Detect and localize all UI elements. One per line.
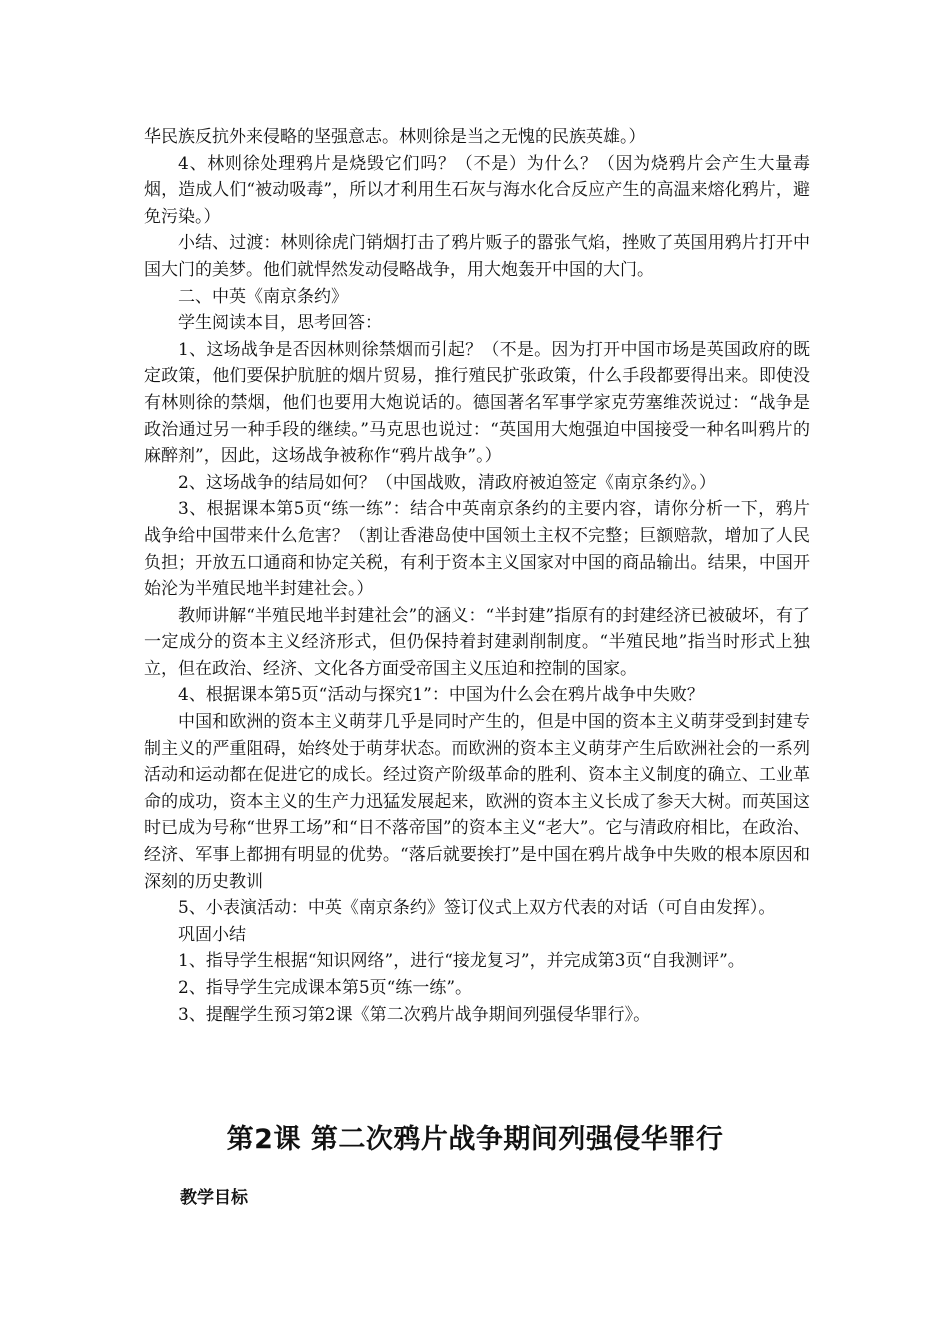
section-heading-nanjing-treaty: 二、中英《南京条约》 [178,286,348,307]
lesson-title: 第2课 第二次鸦片战争期间列强侵华罪行 [226,1124,724,1155]
paragraph-continuation: 华民族反抗外来侵略的坚强意志。林则徐是当之无愧的民族英雄。） [144,127,646,147]
paragraph-teacher-explanation: 教师讲解“半殖民地半封建社会”的涵义：“半封建”指原有的封建经济已被破坏，有了一定成分的资本主义经济形式，但仍保持着封建剥削制度。“半殖民地”指当时形式上独立，但在政治、经济、文化各方面受帝国主义压迫和控制的国家。 [144,605,810,679]
paragraph-activity-5: 5、小表演活动：中英《南京条约》签订仪式上双方代表的对话（可自由发挥）。 [178,898,776,919]
paragraph-question-2: 2、这场战争的结局如何？（中国战败，清政府被迫签定《南京条约》。） [178,472,716,493]
paragraph-consolidation-heading: 巩固小结 [178,924,246,945]
teaching-objectives-heading: 教学目标 [180,1188,248,1208]
paragraph-review-1: 1、指导学生根据“知识网络”，进行“接龙复习”，并完成第3页“自我测评”。 [178,951,745,972]
paragraph-reading-prompt: 学生阅读本目，思考回答： [178,313,382,334]
paragraph-question-4b: 4、根据课本第5页“活动与探究1”：中国为什么会在鸦片战争中失败？ [178,685,704,706]
paragraph-review-3: 3、提醒学生预习第2课《第二次鸦片战争期间列强侵华罪行》。 [178,1004,651,1025]
paragraph-summary-transition: 小结、过渡：林则徐虎门销烟打击了鸦片贩子的嚣张气焰，挫败了英国用鸦片打开中国大门的美梦。他们就悍然发动侵略战争，用大炮轰开中国的大门。 [144,233,810,280]
paragraph-review-2: 2、指导学生完成课本第5页“练一练”。 [178,978,473,998]
lesson-body [144,124,810,1028]
paragraph-question-1: 1、这场战争是否因林则徐禁烟而引起？（不是。因为打开中国市场是英国政府的既定政策，他们要保护肮脏的烟片贸易，推行殖民扩张政策，什么手段都要得出来。即使没有林则徐的禁烟，他们也要用大炮说话的。德国著名军事学家克劳塞维茨说过：“战争是政治通过另一种手段的继续。”马克思也说过：“英国用大炮强迫中国接受一种名叫鸦片的麻醉剂”，因此，这场战争被称作“鸦片战争”。） [144,339,810,467]
paragraph-question-3: 3、根据课本第5页“练一练”：结合中英南京条约的主要内容，请你分析一下，鸦片战争给中国带来什么危害？（割让香港岛使中国领土主权不完整；巨额赔款，增加了人民负担；开放五口通商和协定关税，有利于资本主义国家对中国的商品输出。结果，中国开始沦为半殖民地半封建社会。） [144,499,810,600]
paragraph-analysis: 中国和欧洲的资本主义萌芽几乎是同时产生的，但是中国的资本主义萌芽受到封建专制主义的严重阻碍，始终处于萌芽状态。而欧洲的资本主义萌芽产生后欧洲社会的一系列活动和运动都在促进它的成长。经过资产阶级革命的胜利、资本主义制度的确立、工业革命的成功，资本主义的生产力迅猛发展起来，欧洲的资本主义长成了参天大树。而英国这时已成为号称“世界工场”和“日不落帝国”的资本主义“老大”。它与清政府相比，在政治、经济、军事上都拥有明显的优势。“落后就要挨打”是中国在鸦片战争中失败的根本原因和深刻的历史教训 [144,712,810,892]
paragraph-question-4: 4、林则徐处理鸦片是烧毁它们吗？（不是）为什么？（因为烧鸦片会产生大量毒烟，造成人们“被动吸毒”，所以才利用生石灰与海水化合反应产生的高温来熔化鸦片，避免污染。） [144,153,810,227]
